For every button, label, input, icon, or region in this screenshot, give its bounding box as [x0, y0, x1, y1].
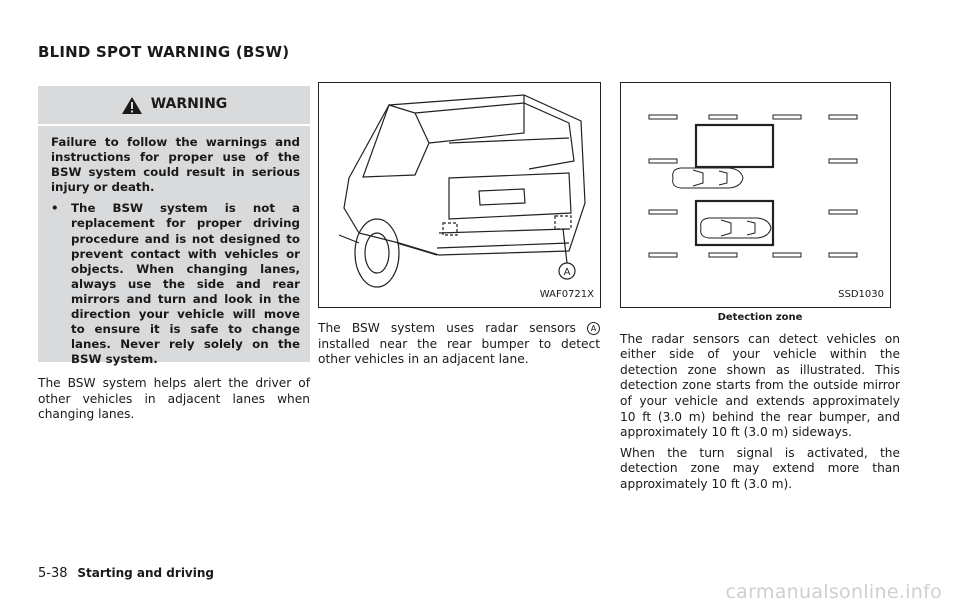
footer-section-name: Starting and driving — [77, 566, 214, 580]
vehicle-rear-illustration — [319, 83, 600, 307]
warning-box — [38, 86, 310, 367]
vehicle-rear-figure — [318, 82, 601, 308]
warning-intro: Failure to follow the warnings and instructions for proper use of the BSW system could result in serious injury or death. — [51, 135, 300, 195]
sensor-marker-a: A — [587, 322, 600, 335]
watermark: carmanualsonline.info — [725, 581, 942, 603]
figure2-caption: Detection zone — [717, 312, 803, 323]
warning-header — [38, 86, 310, 126]
figure-marker-a: A — [563, 267, 571, 278]
column-3 — [620, 82, 900, 493]
warning-bullet-text: The BSW system is not a replacement for proper driving procedure and is not designed to prevent contact with vehicles or objects. When changing lanes, always use the side and rear mirrors and turn and look in the direction your vehicle will move to ensure it is safe to change lanes. Never rely solely on the BSW system. — [71, 201, 300, 367]
bullet-marker: • — [51, 201, 59, 216]
section-title: BLIND SPOT WARNING (BSW) — [38, 43, 290, 61]
warning-triangle-icon — [121, 96, 143, 115]
page-number: 5-38 — [38, 566, 68, 581]
detection-zone-diagram — [621, 83, 890, 307]
column-2 — [318, 82, 600, 368]
detection-zone-figure — [620, 82, 891, 308]
radar-paragraph-end: installed near the rear bumper to detect other vehicles in an adjacent lane. — [318, 336, 600, 367]
bsw-intro-paragraph: The BSW system helps alert the driver of other vehicles in adjacent lanes when changing lanes. — [38, 376, 310, 422]
radar-paragraph-start: The BSW system uses radar sensors — [318, 321, 576, 335]
figure1-code: WAF0721X — [539, 289, 594, 301]
detection-zone-paragraph: The radar sensors can detect vehicles on either side of your vehicle within the detection zone shown as illustrated. This detection zone starts from the outside mirror of your vehicle and extends approximately 10 ft (3.0 m) behind the rear bumper, and approximately 10 ft (3.0 m) sideways. — [620, 331, 900, 440]
radar-sensor-paragraph — [318, 321, 600, 368]
warning-body — [38, 126, 310, 367]
figure2-code: SSD1030 — [838, 289, 884, 301]
turn-signal-paragraph: When the turn signal is activated, the detection zone may extend more than approximately 10 ft (3.0 m). — [620, 445, 900, 491]
page-footer — [38, 566, 214, 581]
warning-heading: WARNING — [150, 96, 228, 113]
warning-bullet — [51, 201, 300, 367]
column-1 — [38, 86, 310, 423]
